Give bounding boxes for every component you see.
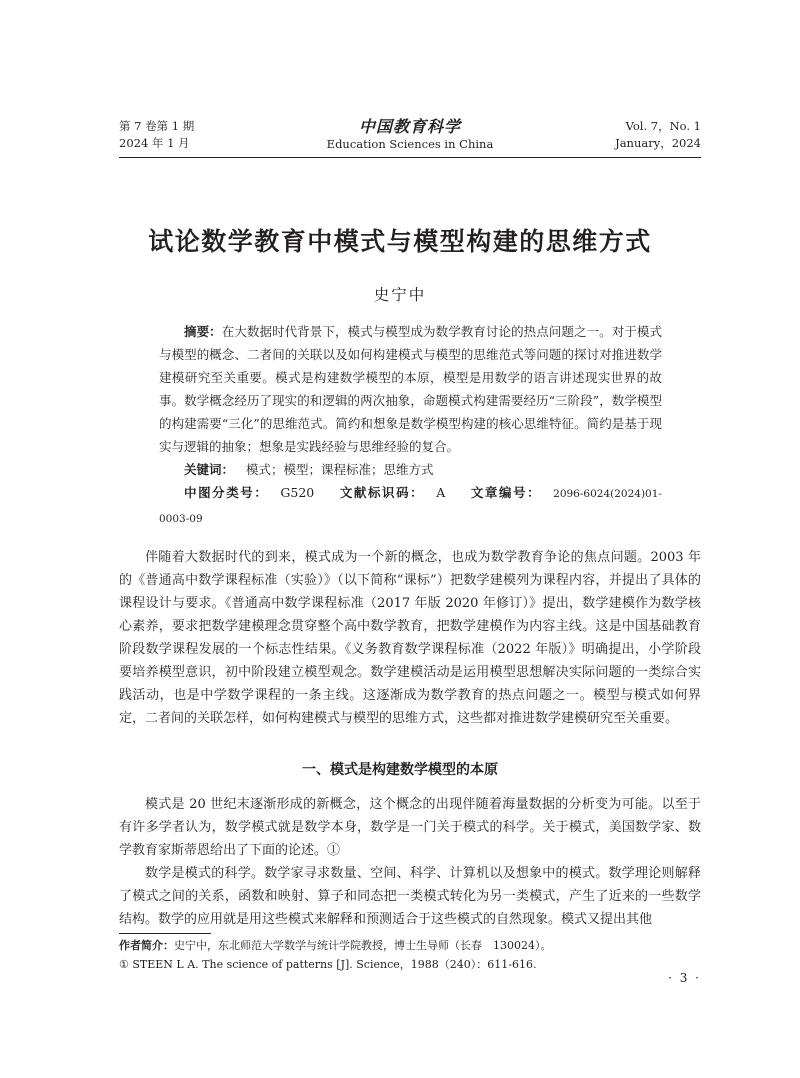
footnote-1: ① STEEN L A. The science of patterns [J]. Science，1988（240）：611-616. bbox=[119, 958, 537, 971]
doc-code-label: 文献标识码： bbox=[338, 485, 425, 500]
section-1-paragraph-2: 数学是模式的科学。数学家寻求数量、空间、科学、计算机以及想象中的模式。数学理论则解释了模式之间的关系，函数和映射、算子和同态把一类模式转化为另一类模式，产生了近来的一些数学结构。数学的应用就是用这些模式来解释和预测适合于这些模式的自然现象。模式又提出其他 bbox=[119, 866, 701, 927]
issue-volume: 第 7 卷第 1 期 bbox=[119, 119, 195, 133]
running-header bbox=[119, 118, 701, 154]
clc-label: 中图分类号： bbox=[184, 485, 269, 500]
footnotes bbox=[119, 936, 701, 974]
issue-date: 2024 年 1 月 bbox=[119, 136, 190, 150]
abstract bbox=[159, 320, 662, 458]
clc-value: G520 bbox=[280, 485, 315, 500]
abstract-block bbox=[159, 320, 662, 531]
doc-code-value: A bbox=[436, 485, 446, 500]
issue-info-en bbox=[615, 118, 701, 152]
author-bio-text: 史宁中，东北师范大学数学与统计学院教授，博士生导师（长春 130024）。 bbox=[174, 939, 552, 952]
keywords-label: 关键词： bbox=[184, 462, 235, 477]
article-no-value: 2096-6024(2024)01-0003-09 bbox=[159, 488, 662, 525]
abstract-text: 在大数据时代背景下，模式与模型成为数学教育讨论的热点问题之一。对于模式与模型的概念、二者间的关联以及如何构建模式与模型的思维范式等问题的探讨对推进数学建模研究至关重要。模式是构建数学模型的本原，模型是用数学的语言讲述现实世界的故事。数学概念经历了现实的和逻辑的两次抽象，命题模式构建需要经历“三阶段”，数学模型的构建需要“三化”的思维范式。简约和想象是数学模型构建的核心思维特征。简约是基于现实与逻辑的抽象；想象是实践经验与思维经验的复合。 bbox=[159, 324, 662, 454]
section-heading-1: 一、模式是构建数学模型的本原 bbox=[302, 762, 498, 778]
issue-volume-en: Vol. 7，No. 1 bbox=[625, 119, 701, 133]
author-bio bbox=[119, 936, 701, 955]
author-bio-label: 作者简介： bbox=[119, 939, 174, 952]
article-author: 史宁中 bbox=[373, 286, 427, 304]
journal-name-en: Education Sciences in China bbox=[326, 137, 494, 151]
keywords bbox=[159, 458, 662, 481]
section-1-body bbox=[119, 793, 701, 931]
article-no-label: 文章编号： bbox=[469, 485, 542, 500]
intro-paragraph: 伴随着大数据时代的到来，模式成为一个新的概念，也成为数学教育争论的焦点问题。2003 年的《普通高中数学课程标准（实验）》（以下简称“课标”）把数学建模列为课程内容，并提出了具体的课程设计与要求。《普通高中数学课程标准（2017 年版 2020 年修订）》提出，数学建模作为数学核心素养，要求把数学建模理念贯穿整个高中数学教育，把数学建模作为内容主线。这是中国基础教育阶段数学课程发展的一个标志性结果。《义务教育数学课程标准（2022 年版）》明确提出，小学阶段要培养模型意识，初中阶段建立模型观念。数学建模活动是运用模型思想解决实际问题的一类综合实践活动，也是中学数学课程的一条主线。这逐渐成为数学教育的热点问题之一。模型与模式如何界定，二者间的关联怎样，如何构建模式与模型的思维方式，这些都对推进数学建模研究至关重要。 bbox=[119, 550, 701, 726]
article-title: 试论数学教育中模式与模型构建的思维方式 bbox=[148, 227, 652, 256]
header-rule bbox=[119, 157, 701, 158]
issue-date-en: January，2024 bbox=[615, 136, 701, 150]
intro-section bbox=[119, 546, 701, 730]
section-1-paragraph-1: 模式是 20 世纪末逐渐形成的新概念，这个概念的出现伴随着海量数据的分析变为可能。以至于有许多学者认为，数学模式就是数学本身，数学是一门关于模式的科学。关于模式，美国数学家、数学教育家斯蒂恩给出了下面的论述。① bbox=[119, 797, 701, 858]
journal-name bbox=[119, 118, 701, 153]
footnote-rule bbox=[119, 933, 211, 934]
page-number: · 3 · bbox=[668, 971, 701, 985]
journal-logo-cn: 中国教育科学 bbox=[358, 117, 461, 136]
keywords-text: 模式；模型；课程标准；思维方式 bbox=[246, 462, 434, 477]
classification-line bbox=[159, 481, 662, 531]
abstract-label: 摘要： bbox=[184, 324, 222, 339]
